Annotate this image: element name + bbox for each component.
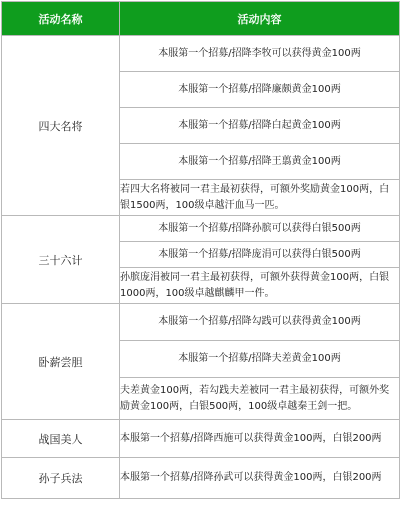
activity-content-cell: 本服第一个招募/招降西施可以获得黄金100两，白银200两 xyxy=(120,420,400,458)
table-row xyxy=(2,304,400,341)
activity-content-cell: 本服第一个招募/招降廉颇黄金100两 xyxy=(120,72,400,108)
activity-name-cell: 四大名将 xyxy=(2,36,120,216)
table-row xyxy=(2,458,400,499)
activity-content-cell: 孙膑庞涓被同一君主最初获得，可额外获得黄金100两，白银1000两，100级卓越麒麟甲一件。 xyxy=(120,268,400,304)
activity-content-cell: 本服第一个招募/招降庞涓可以获得白银500两 xyxy=(120,242,400,268)
activity-content-cell: 本服第一个招募/招降勾践可以获得黄金100两 xyxy=(120,304,400,341)
table-row xyxy=(2,36,400,72)
activity-name-cell: 卧薪尝胆 xyxy=(2,304,120,420)
activity-content-cell: 本服第一个招募/招降王翦黄金100两 xyxy=(120,144,400,180)
activity-name-cell: 战国美人 xyxy=(2,420,120,458)
activity-name-cell: 三十六计 xyxy=(2,216,120,304)
activity-content-cell: 本服第一个招募/招降白起黄金100两 xyxy=(120,108,400,144)
activity-content-cell: 本服第一个招募/招降李牧可以获得黄金100两 xyxy=(120,36,400,72)
activity-name-cell: 孙子兵法 xyxy=(2,458,120,499)
activity-content-cell: 本服第一个招募/招降孙武可以获得黄金100两，白银200两 xyxy=(120,458,400,499)
activity-content-cell: 本服第一个招募/招降孙膑可以获得白银500两 xyxy=(120,216,400,242)
activity-content-cell: 夫差黄金100两，若勾践夫差被同一君主最初获得，可额外奖励黄金100两，白银500两，100级卓越秦王剑一把。 xyxy=(120,378,400,420)
table-header-row xyxy=(2,2,400,36)
activity-content-cell: 若四大名将被同一君主最初获得，可额外奖励黄金100两，白银1500两，100级卓越汗血马一匹。 xyxy=(120,180,400,216)
activity-content-cell: 本服第一个招募/招降夫差黄金100两 xyxy=(120,341,400,378)
header-activity-name: 活动名称 xyxy=(2,2,120,36)
header-activity-content: 活动内容 xyxy=(120,2,400,36)
table-row xyxy=(2,420,400,458)
table-row xyxy=(2,216,400,242)
activity-table xyxy=(1,1,400,499)
